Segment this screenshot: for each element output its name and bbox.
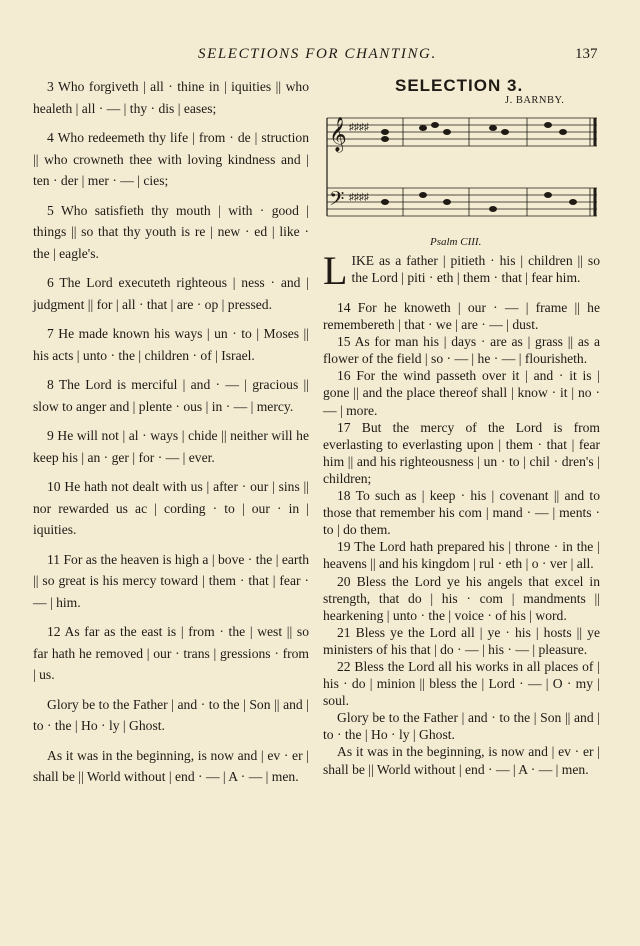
svg-text:𝄢: 𝄢 bbox=[329, 189, 345, 215]
verse: 12 As far as the east is | from · the | west || so far hath he removed | our · trans | gressions · from | us. bbox=[33, 624, 309, 682]
verse: 14 For he knoweth | our · — | frame || he remembereth | that · we | are · — | dust. bbox=[323, 300, 600, 333]
doxology-verse: Glory be to the Father | and · to the | Son || and | to · the | Ho · ly | Ghost. bbox=[33, 696, 309, 733]
composer-credit: J. BARNBY. bbox=[505, 95, 565, 106]
verse: 11 For as the heaven is high a | bove · the | earth || so great is his mercy toward | them · that | fear · — | him. bbox=[33, 551, 310, 610]
verse: 10 He hath not dealt with us | after · our | sins || nor rewarded us ac | cording · to | our · in | iquities. bbox=[33, 479, 309, 537]
svg-text:♯♯♯♯: ♯♯♯♯ bbox=[349, 122, 369, 133]
selection-title: SELECTION 3. bbox=[395, 76, 524, 95]
verse: 20 Bless the Lord ye his angels that excel in strength, that do | his · com | mandments || hearkening | unto · the | voice · of his | word. bbox=[323, 573, 600, 623]
doxology-verse: As it was in the beginning, is now and | ev · er | shall be || World without | end · — | A · — | men. bbox=[323, 744, 600, 777]
verse: 8 The Lord is merciful | and · — | gracious || slow to anger and | plente · ous | in · — | mercy. bbox=[33, 377, 309, 414]
verse: 17 But the mercy of the Lord is from everlasting to everlasting upon | them · that | fear him || and his righteousness | un · to | chil · dren's | children; bbox=[323, 419, 600, 486]
svg-text:♯♯♯♯: ♯♯♯♯ bbox=[349, 192, 369, 203]
verse: 9 He will not | al · ways | chide || neither will he keep his | an · ger | for · — | ever. bbox=[33, 428, 309, 465]
verse: 19 The Lord hath prepared his | throne · in the | heavens || and his kingdom | rul · eth | o · ver | all. bbox=[323, 539, 600, 572]
verse: 7 He made known his ways | un · to | Moses || his acts | unto · the | children · of | Israel. bbox=[33, 326, 309, 363]
verse: 22 Bless the Lord all his works in all places of | his · do | minion || bless the | Lord · — | O · my | soul. bbox=[323, 658, 600, 709]
chant-music-score bbox=[323, 110, 613, 235]
verse: 15 As for man his | days · are as | grass || as a flower of the field | so · — | he · — | flourisheth. bbox=[323, 334, 600, 367]
verse: 4 Who redeemeth thy life | from · de | struction || who crowneth thee with loving kindness and | ten · der | mer · — | cies; bbox=[33, 130, 309, 188]
verse: 5 Who satisfieth thy mouth | with · good | things || so that thy youth is re | new · ed | like · the | eagle's. bbox=[33, 202, 309, 261]
running-header: SELECTIONS FOR CHANTING. bbox=[198, 46, 437, 62]
psalm-reference: Psalm CIII. bbox=[430, 236, 482, 248]
doxology-verse: Glory be to the Father | and · to the | Son || and | to · the | Ho · ly | Ghost. bbox=[323, 710, 600, 743]
left-column bbox=[33, 76, 309, 796]
verse: 3 Who forgiveth | all · thine in | iquities || who healeth | all · — | thy · dis | eases; bbox=[33, 79, 309, 116]
verse: 16 For the wind passeth over it | and · it is | gone || and the place thereof shall | know · it | no · — | more. bbox=[323, 368, 600, 418]
first-verse: IKE as a father | pitieth · his | children || so the Lord | piti · eth | them · that | fear him. bbox=[351, 253, 600, 286]
verse: 6 The Lord executeth righteous | ness · and | judgment || for | all · that | are · op | pressed. bbox=[33, 275, 309, 312]
verse: 18 To such as | keep · his | covenant || and to those that remember his com | mand · — | ments · to | do them. bbox=[323, 488, 600, 538]
doxology-verse: As it was in the beginning, is now and | ev · er | shall be || World without | end · — | A · — | men. bbox=[33, 747, 309, 784]
first-verse-block bbox=[323, 248, 600, 293]
right-column-verses bbox=[323, 299, 600, 778]
verse: 21 Bless ye the Lord all | ye · his | hosts || ye ministers of his that | do · — | his · — | pleasure. bbox=[323, 624, 600, 657]
page-number: 137 bbox=[575, 46, 598, 62]
drop-cap: L bbox=[323, 248, 348, 293]
svg-text:𝄞: 𝄞 bbox=[329, 118, 347, 151]
